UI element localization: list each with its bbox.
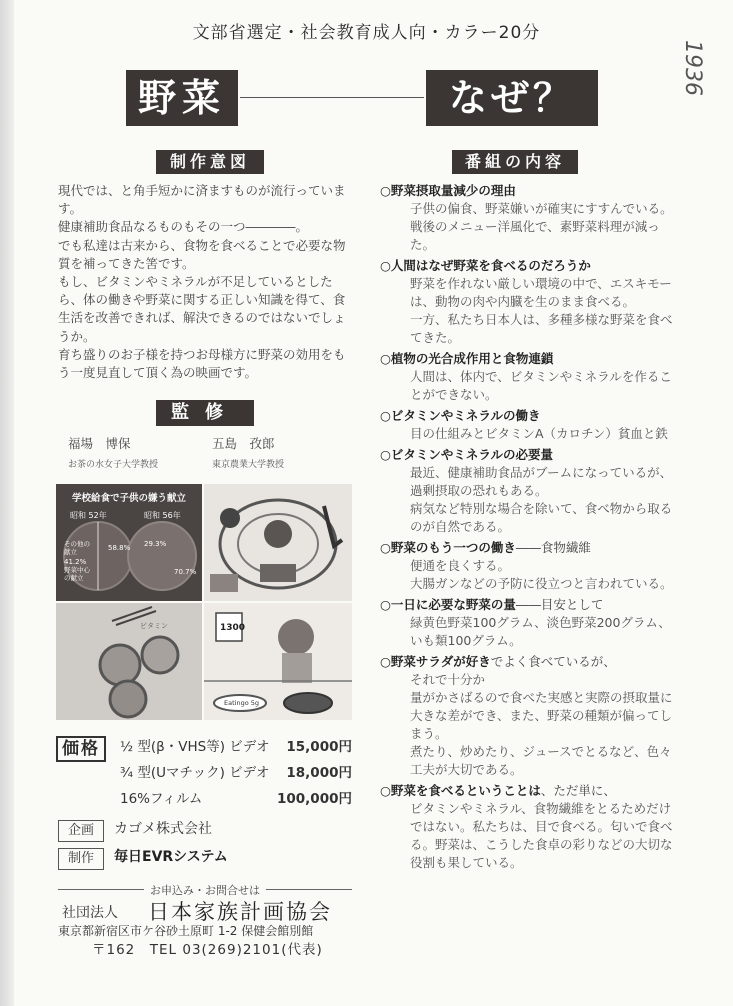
content-section bbox=[380, 782, 678, 872]
address: 東京都新宿区市ケ谷砂土原町 1-2 保健会館別館 bbox=[58, 924, 314, 938]
section-title bbox=[380, 596, 678, 614]
production-label: 制作 bbox=[58, 848, 104, 870]
survey-year: 昭和 56年 bbox=[144, 511, 181, 520]
section-line: 戦後のメニュー洋風化で、素野菜料理が減った。 bbox=[410, 219, 660, 252]
section-body bbox=[380, 275, 678, 347]
section-title: ○ビタミンやミネラルの働き bbox=[380, 408, 541, 423]
photo-survey-chart bbox=[56, 484, 202, 601]
plan-value: カゴメ株式会社 bbox=[114, 821, 212, 837]
section-body bbox=[380, 557, 678, 593]
content-section bbox=[380, 539, 678, 593]
org-name: 日本家族計画協会 bbox=[148, 900, 332, 924]
divider bbox=[266, 889, 352, 890]
section-title-main: ○野菜のもう一つの働き bbox=[380, 540, 516, 555]
section-line: 緑黄色野菜100グラム、淡色野菜200グラム、いも類100グラム。 bbox=[410, 615, 671, 648]
telephone: 〒162 TEL 03(269)2101(代表) bbox=[92, 942, 323, 958]
section-line: 煮たり、炒めたり、ジュースでとるなど、色々工夫が大切である。 bbox=[410, 744, 672, 777]
content-section bbox=[380, 596, 678, 650]
selection-line: 文部省選定・社会教育成人向・カラー20分 bbox=[192, 23, 541, 43]
gears-label: ビタミン bbox=[140, 622, 168, 630]
intent-heading: 制作意図 bbox=[156, 150, 264, 174]
content-section bbox=[380, 653, 678, 779]
title-right: なぜ？ bbox=[426, 70, 598, 126]
section-body bbox=[380, 614, 678, 650]
section-body bbox=[380, 671, 678, 779]
section-body bbox=[380, 200, 678, 254]
content-section bbox=[380, 446, 678, 536]
section-line: 目の仕組みとビタミンA（カロチン）貧血と鉄 bbox=[410, 426, 668, 441]
photo-food-chain bbox=[204, 484, 352, 601]
intent-paragraph: もし、ビタミンやミネラルが不足しているとしたら、体の働きや野菜に関する正しい知識を得て、食生活を改善できれば、解決できるのではないでしょうか。 bbox=[58, 274, 346, 344]
section-title-main: ○野菜サラダが好き bbox=[380, 654, 491, 669]
food-chain-illustration bbox=[204, 484, 352, 601]
section-title-tail: 、ただ単に、 bbox=[540, 783, 616, 798]
handwritten-note: 1936 bbox=[680, 40, 705, 96]
section-line: ビタミンやミネラル、食物繊維をとるためだけではない。私たちは、目で食べる。匂いで食べる。野菜は、こうした食卓の彩りなどの大切な役割も果している。 bbox=[410, 801, 673, 870]
section-title bbox=[380, 653, 678, 671]
section-title-tail: ――食物繊維 bbox=[515, 540, 591, 555]
price-row bbox=[120, 788, 352, 810]
supervision-heading: 監修 bbox=[156, 400, 254, 426]
survey-year: 昭和 52年 bbox=[70, 511, 107, 520]
contact-header bbox=[58, 882, 352, 898]
section-line: 便通を良くする。 bbox=[410, 558, 511, 573]
section-title: ○人間はなぜ野菜を食べるのだろうか bbox=[380, 258, 591, 273]
price-label: 価格 bbox=[56, 736, 106, 762]
section-body bbox=[380, 800, 678, 872]
section-line: 量がかさばるので食べた実感と実際の摂取量に大きな差ができ、また、野菜の種類が偏ってしまう。 bbox=[410, 690, 673, 741]
survey-value: 41.2% bbox=[64, 558, 87, 566]
section-line: 野菜を作れない厳しい環境の中で、エスキモーは、動物の肉や内臓を生のまま食べる。 bbox=[410, 276, 672, 309]
section-body bbox=[380, 464, 678, 536]
card-number: 1300 bbox=[220, 623, 246, 633]
photo-collage bbox=[56, 484, 352, 720]
production-value: 毎日EVRシステム bbox=[114, 849, 228, 865]
intent-paragraph: でも私達は古来から、食物を食べることで必要な物質を補ってきた筈です。 bbox=[58, 237, 346, 271]
supervisor-affiliation: 東京農業大学教授 bbox=[212, 460, 285, 470]
survey-value: 29.3% bbox=[144, 540, 167, 548]
section-line: それで十分か bbox=[410, 672, 486, 687]
survey-value: 70.7% bbox=[174, 568, 197, 576]
price-format: ¾ 型(Uマチック) ビデオ bbox=[120, 765, 270, 781]
section-title bbox=[380, 782, 678, 800]
divider bbox=[58, 889, 144, 890]
gears-illustration bbox=[56, 603, 202, 720]
plan-label: 企画 bbox=[58, 820, 104, 842]
section-line: 病気など特別な場合を除いて、食べ物から取るのが自然である。 bbox=[410, 501, 673, 534]
price-format: ½ 型(β・VHS等) ビデオ bbox=[120, 739, 270, 755]
intent-text bbox=[58, 182, 354, 382]
section-line: 人間は、体内で、ビタミンやミネラルを作ることができない。 bbox=[410, 369, 672, 402]
photo-dining bbox=[204, 603, 352, 720]
supervisor-name: 福場 博保 bbox=[68, 436, 131, 451]
content-section bbox=[380, 350, 678, 404]
supervisor-affiliation: お茶の水女子大学教授 bbox=[68, 460, 159, 470]
org-prefix: 社団法人 bbox=[62, 905, 118, 921]
survey-value: 58.8% bbox=[108, 544, 131, 552]
price-amount: 18,000円 bbox=[286, 765, 352, 781]
intent-paragraph: 健康補助食品なるものもその一つ――――。 bbox=[58, 219, 309, 235]
section-body bbox=[380, 425, 678, 443]
price-amount: 100,000円 bbox=[277, 791, 352, 807]
section-line: 一方、私たち日本人は、多種多様な野菜を食べてきた。 bbox=[410, 312, 673, 345]
section-title-main: ○野菜を食べるということは bbox=[380, 783, 541, 798]
supervisor-name: 五島 孜郎 bbox=[212, 436, 275, 451]
plate-label: Eatingo 5g bbox=[224, 699, 259, 707]
section-title-main: ○一日に必要な野菜の量 bbox=[380, 597, 516, 612]
section-title: ○野菜摂取量減少の理由 bbox=[380, 183, 516, 198]
price-row bbox=[120, 736, 352, 758]
section-line: 子供の偏食、野菜嫌いが確実にすすんでいる。 bbox=[410, 201, 673, 216]
section-title-tail: ――目安として bbox=[515, 597, 604, 612]
intent-paragraph: 育ち盛りのお子様を持つお母様方に野菜の効用をもう一度見直して頂く為の映画です。 bbox=[58, 346, 346, 381]
survey-label: 野菜中心の献立 bbox=[64, 566, 90, 582]
price-row bbox=[120, 762, 352, 784]
scan-edge bbox=[0, 0, 14, 1006]
section-title bbox=[380, 539, 678, 557]
photo-gears bbox=[56, 603, 202, 720]
section-line: 大腸ガンなどの予防に役立つと言われている。 bbox=[410, 576, 673, 591]
title-left: 野菜 bbox=[126, 70, 238, 126]
price-amount: 15,000円 bbox=[286, 739, 352, 755]
survey-caption: 学校給食で子供の嫌う献立 bbox=[72, 493, 187, 504]
contents-heading: 番組の内容 bbox=[452, 150, 578, 174]
survey-label: その他の献立 bbox=[64, 540, 90, 556]
section-line: 最近、健康補助食品がブームになっているが、過剰摂取の恐れもある。 bbox=[410, 465, 673, 498]
section-title: ○ビタミンやミネラルの必要量 bbox=[380, 447, 554, 462]
title-connector bbox=[240, 97, 424, 98]
content-section bbox=[380, 407, 678, 443]
price-format: 16%フィルム bbox=[120, 791, 203, 807]
contact-header-text: お申込み・お問合せは bbox=[150, 884, 260, 897]
program-contents bbox=[380, 182, 678, 875]
section-body bbox=[380, 368, 678, 404]
section-title-tail: でよく食べているが、 bbox=[490, 654, 616, 669]
section-title: ○植物の光合成作用と食物連鎖 bbox=[380, 351, 554, 366]
content-section bbox=[380, 257, 678, 347]
intent-paragraph: 現代では、と角手短かに済ますものが流行っています。 bbox=[58, 183, 346, 217]
content-section bbox=[380, 182, 678, 254]
